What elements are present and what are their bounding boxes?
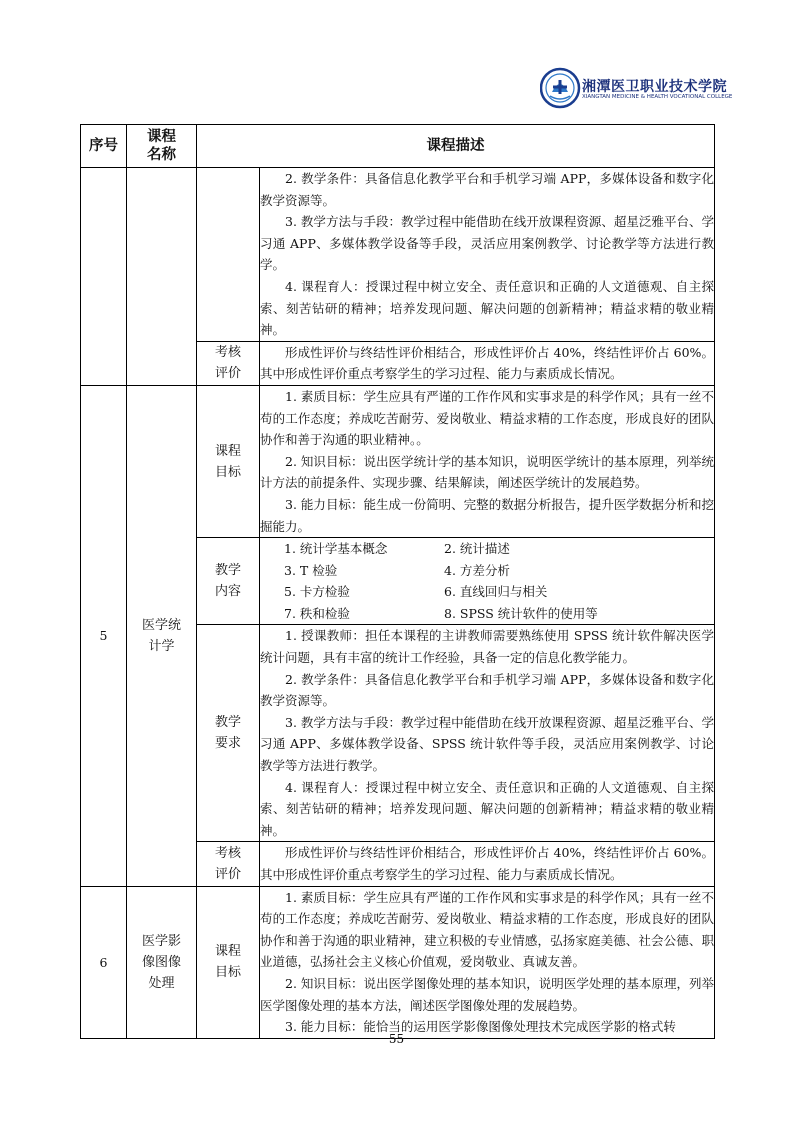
label-line: 目标 (214, 965, 241, 981)
label-line: 考核 (214, 345, 241, 361)
course5-goals (260, 385, 715, 537)
list-item: 1. 素质目标：学生应具有严谨的工作作风和实事求是的科学作风；具有一丝不苟的工作态度；养成吃苦耐劳、爱岗敬业、精益求精的工作态度，形成良好的团队协作和善于沟通的职业精神，建立积极的专业情感，弘扬家庭美德、社会公德、职业道德，弘扬社会主义核心价值观，爱岗敬业、真诚友善。 (260, 889, 714, 970)
course5-assess-label (197, 842, 260, 886)
cont-seq-cell (81, 168, 127, 386)
header-name-line1: 课程 (147, 128, 176, 145)
table-header-row (81, 125, 715, 168)
course5-assess (260, 842, 715, 886)
label-line: 课程 (214, 944, 241, 960)
list-item: 4. 课程育人：授课过程中树立安全、责任意识和正确的人文道德观、自主探索、刻苦钻研的精神；培养发现问题、解决问题的创新精神；精益求精的敬业精神。 (260, 278, 714, 338)
list-item: 2. 知识目标：说出医学图像处理的基本知识，说明医学处理的基本原理，列举医学图像处理的基本方法，阐述医学图像处理的发展趋势。 (260, 975, 714, 1013)
course-name-line: 医学统 (141, 617, 181, 633)
list-item: 5. 卡方检验 (284, 584, 350, 600)
table-row (81, 168, 715, 342)
header-name-line2: 名称 (147, 146, 176, 163)
course6-seq: 6 (81, 886, 127, 1038)
list-item: 3. 教学方法与手段：教学过程中能借助在线开放课程资源、超星泛雅平台、学习通 APP、多媒体教学设备等手段，灵活应用案例教学、讨论教学等方法进行教学。 (260, 214, 714, 273)
list-item: 1. 授课教师：担任本课程的主讲教师需要熟练使用 SPSS 统计软件解决医学统计问题，具有丰富的统计工作经验，具备一定的信息化教学能力。 (260, 628, 714, 666)
list-item: 6. 直线回归与相关 (444, 584, 548, 600)
table-row (81, 886, 715, 1038)
college-logo-name: 湘潭医卫职业技术学院 (582, 79, 727, 95)
page-number: 55 (388, 1032, 405, 1046)
cont-name-cell (127, 168, 197, 386)
course6-goal-label (197, 886, 260, 1038)
cont-assess-desc (260, 341, 715, 385)
list-item: 7. 秩和检验 (284, 605, 350, 621)
course-name-line: 处理 (148, 975, 175, 991)
label-line: 目标 (214, 464, 241, 480)
list-item: 2. 知识目标：说出医学统计学的基本知识，说明医学统计的基本原理，列举统计方法的前提条件、实现步骤、结果解读，阐述医学统计的发展趋势。 (260, 453, 714, 491)
list-item: 2. 教学条件：具备信息化教学平台和手机学习端 APP，多媒体设备和数字化教学资源等。 (260, 171, 714, 208)
list-item: 3. T 检验 (284, 562, 338, 578)
list-item: 8. SPSS 统计软件的使用等 (444, 605, 598, 621)
header-seq: 序号 (81, 125, 127, 168)
table-row (81, 385, 715, 537)
course6-goals (260, 886, 715, 1038)
label-line: 教学 (214, 715, 241, 731)
list-item: 1. 素质目标：学生应具有严谨的工作作风和实事求是的科学作风；具有一丝不苟的工作态度；养成吃苦耐劳、爱岗敬业、精益求精的工作态度，形成良好的团队协作和善于沟通的职业精神。。 (260, 388, 714, 448)
list-item: 3. 教学方法与手段：教学过程中能借助在线开放课程资源、超星泛雅平台、学习通 APP、多媒体教学设备、SPSS 统计软件等手段，灵活应用案例教学、讨论教学等方法进行教学。 (260, 714, 714, 774)
cont-assess-label (197, 341, 260, 385)
course-table (80, 124, 715, 1039)
label-line: 考核 (214, 846, 241, 861)
list-item: 4. 方差分析 (444, 562, 510, 578)
list-item: 3. 能力目标：能恰当的运用医学影像图像处理技术完成医学影的格式转 (285, 1019, 676, 1035)
course5-req-label (197, 625, 260, 842)
course5-goal-label (197, 385, 260, 537)
label-line: 评价 (214, 867, 241, 882)
course5-contents (260, 538, 715, 625)
course-name-line: 像图像 (141, 954, 181, 970)
label-line: 评价 (214, 366, 241, 382)
list-item: 4. 课程育人：授课过程中树立安全、责任意识和正确的人文道德观、自主探索、刻苦钻研的精神；培养发现问题、解决问题的创新精神；精益求精的敬业精神。 (260, 779, 714, 838)
assess-text: 形成性评价与终结性评价相结合，形成性评价占 40%，终结性评价占 60%。其中形成性评价重点考察学生的学习过程、能力与素质成长情况。 (260, 344, 714, 382)
cont-req-desc (260, 168, 715, 342)
college-logo-subtitle: XIANGTAN MEDICINE & HEALTH VOCATIONAL COLLEGE (582, 94, 733, 100)
header-desc: 课程描述 (197, 125, 715, 168)
list-item: 1. 统计学基本概念 (284, 541, 388, 557)
course5-name (127, 385, 197, 886)
course5-reqs (260, 625, 715, 842)
label-line: 教学 (214, 563, 241, 579)
course5-seq: 5 (81, 385, 127, 886)
label-line: 内容 (214, 584, 241, 600)
content-grid (260, 538, 714, 624)
list-item: 3. 能力目标：能生成一份简明、完整的数据分析报告，提升医学数据分析和挖掘能力。 (260, 496, 714, 534)
cont-req-label-cell (197, 168, 260, 342)
header-name (127, 125, 197, 168)
label-line: 课程 (214, 443, 241, 459)
course5-content-label (197, 538, 260, 625)
label-line: 要求 (214, 736, 241, 752)
course6-name (127, 886, 197, 1038)
course-name-line: 计学 (148, 638, 175, 654)
course-name-line: 医学影 (141, 933, 181, 949)
list-item: 2. 统计描述 (444, 541, 510, 557)
assess-text: 形成性评价与终结性评价相结合，形成性评价占 40%，终结性评价占 60%。其中形成性评价重点考察学生的学习过程、能力与素质成长情况。 (260, 845, 714, 882)
list-item: 2. 教学条件：具备信息化教学平台和手机学习端 APP，多媒体设备和数字化教学资源等。 (260, 671, 714, 709)
